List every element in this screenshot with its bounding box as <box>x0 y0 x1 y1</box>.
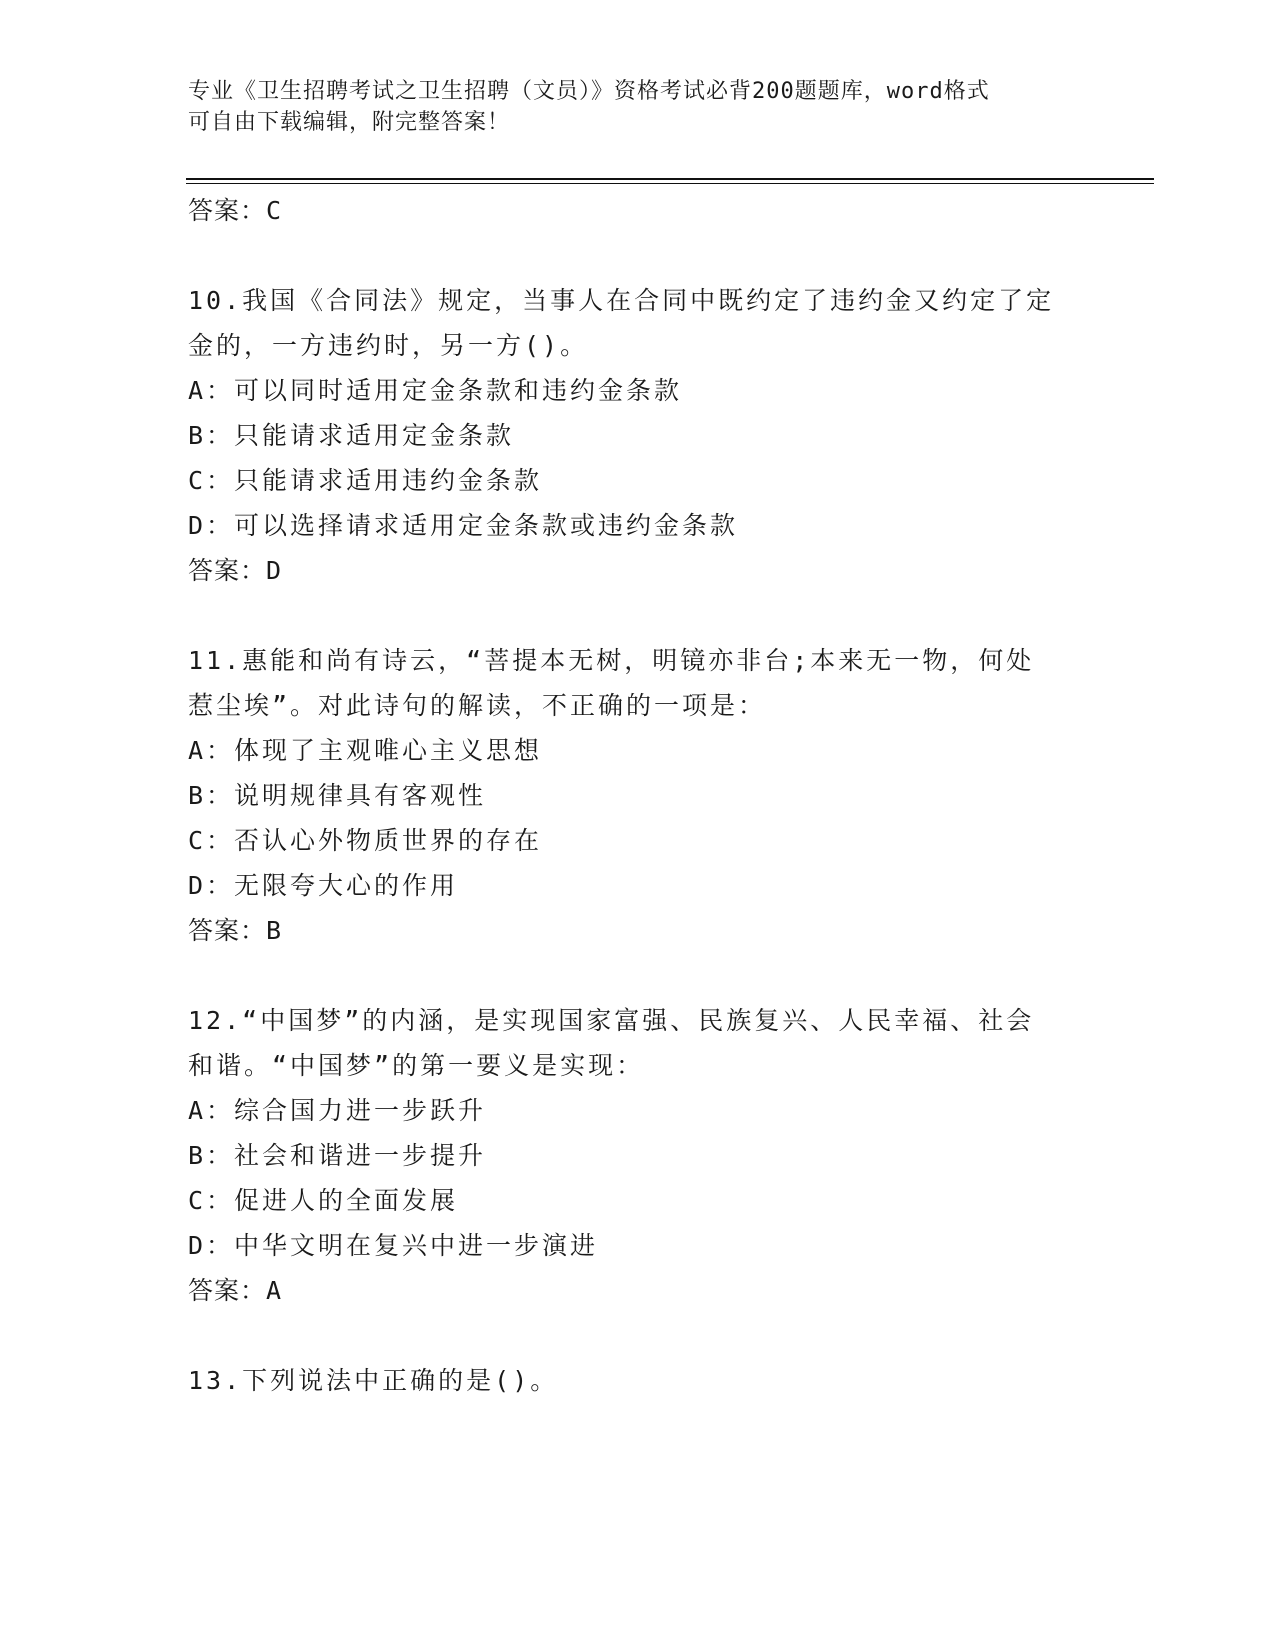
option-b: B：只能请求适用定金条款 <box>188 421 515 450</box>
option-c: C：否认心外物质世界的存在 <box>188 826 543 855</box>
question-list <box>188 188 1088 1403</box>
question-text-line: 11.惠能和尚有诗云，“菩提本无树，明镜亦非台;本来无一物，何处 <box>188 646 1035 675</box>
question-text-line: 13.下列说法中正确的是()。 <box>188 1366 559 1395</box>
option-d: D：可以选择请求适用定金条款或违约金条款 <box>188 511 739 540</box>
question-11 <box>188 638 1088 954</box>
spacer <box>188 234 1088 278</box>
option-c: C：只能请求适用违约金条款 <box>188 466 543 495</box>
answer: 答案：D <box>188 556 283 585</box>
answer: 答案：B <box>188 916 283 945</box>
question-text-line: 惹尘埃”。对此诗句的解读，不正确的一项是： <box>188 691 767 720</box>
spacer <box>188 594 1088 638</box>
option-a: A：可以同时适用定金条款和违约金条款 <box>188 376 683 405</box>
previous-answer: 答案：C <box>188 196 283 225</box>
question-text-line: 10.我国《合同法》规定，当事人在合同中既约定了违约金又约定了定 <box>188 286 1055 315</box>
question-12 <box>188 998 1088 1314</box>
spacer <box>188 954 1088 998</box>
question-text-line: 12.“中国梦”的内涵，是实现国家富强、民族复兴、人民幸福、社会 <box>188 1006 1035 1035</box>
document-header <box>188 76 1088 138</box>
answer: 答案：A <box>188 1276 283 1305</box>
option-b: B：说明规律具有客观性 <box>188 781 487 810</box>
header-rule-thin <box>186 183 1154 184</box>
question-13 <box>188 1358 1088 1403</box>
spacer <box>188 1314 1088 1358</box>
question-10 <box>188 278 1088 594</box>
option-a: A：综合国力进一步跃升 <box>188 1096 487 1125</box>
option-d: D：无限夸大心的作用 <box>188 871 459 900</box>
option-d: D：中华文明在复兴中进一步演进 <box>188 1231 599 1260</box>
option-c: C：促进人的全面发展 <box>188 1186 459 1215</box>
option-a: A：体现了主观唯心主义思想 <box>188 736 543 765</box>
header-line-2: 可自由下载编辑，附完整答案！ <box>188 110 511 135</box>
question-text-line: 金的，一方违约时，另一方()。 <box>188 331 589 360</box>
header-line-1: 专业《卫生招聘考试之卫生招聘（文员）》资格考试必背200题题库，word格式 <box>188 79 990 104</box>
question-text-line: 和谐。“中国梦”的第一要义是实现： <box>188 1051 645 1080</box>
header-rule-thick <box>186 178 1154 180</box>
option-b: B：社会和谐进一步提升 <box>188 1141 487 1170</box>
